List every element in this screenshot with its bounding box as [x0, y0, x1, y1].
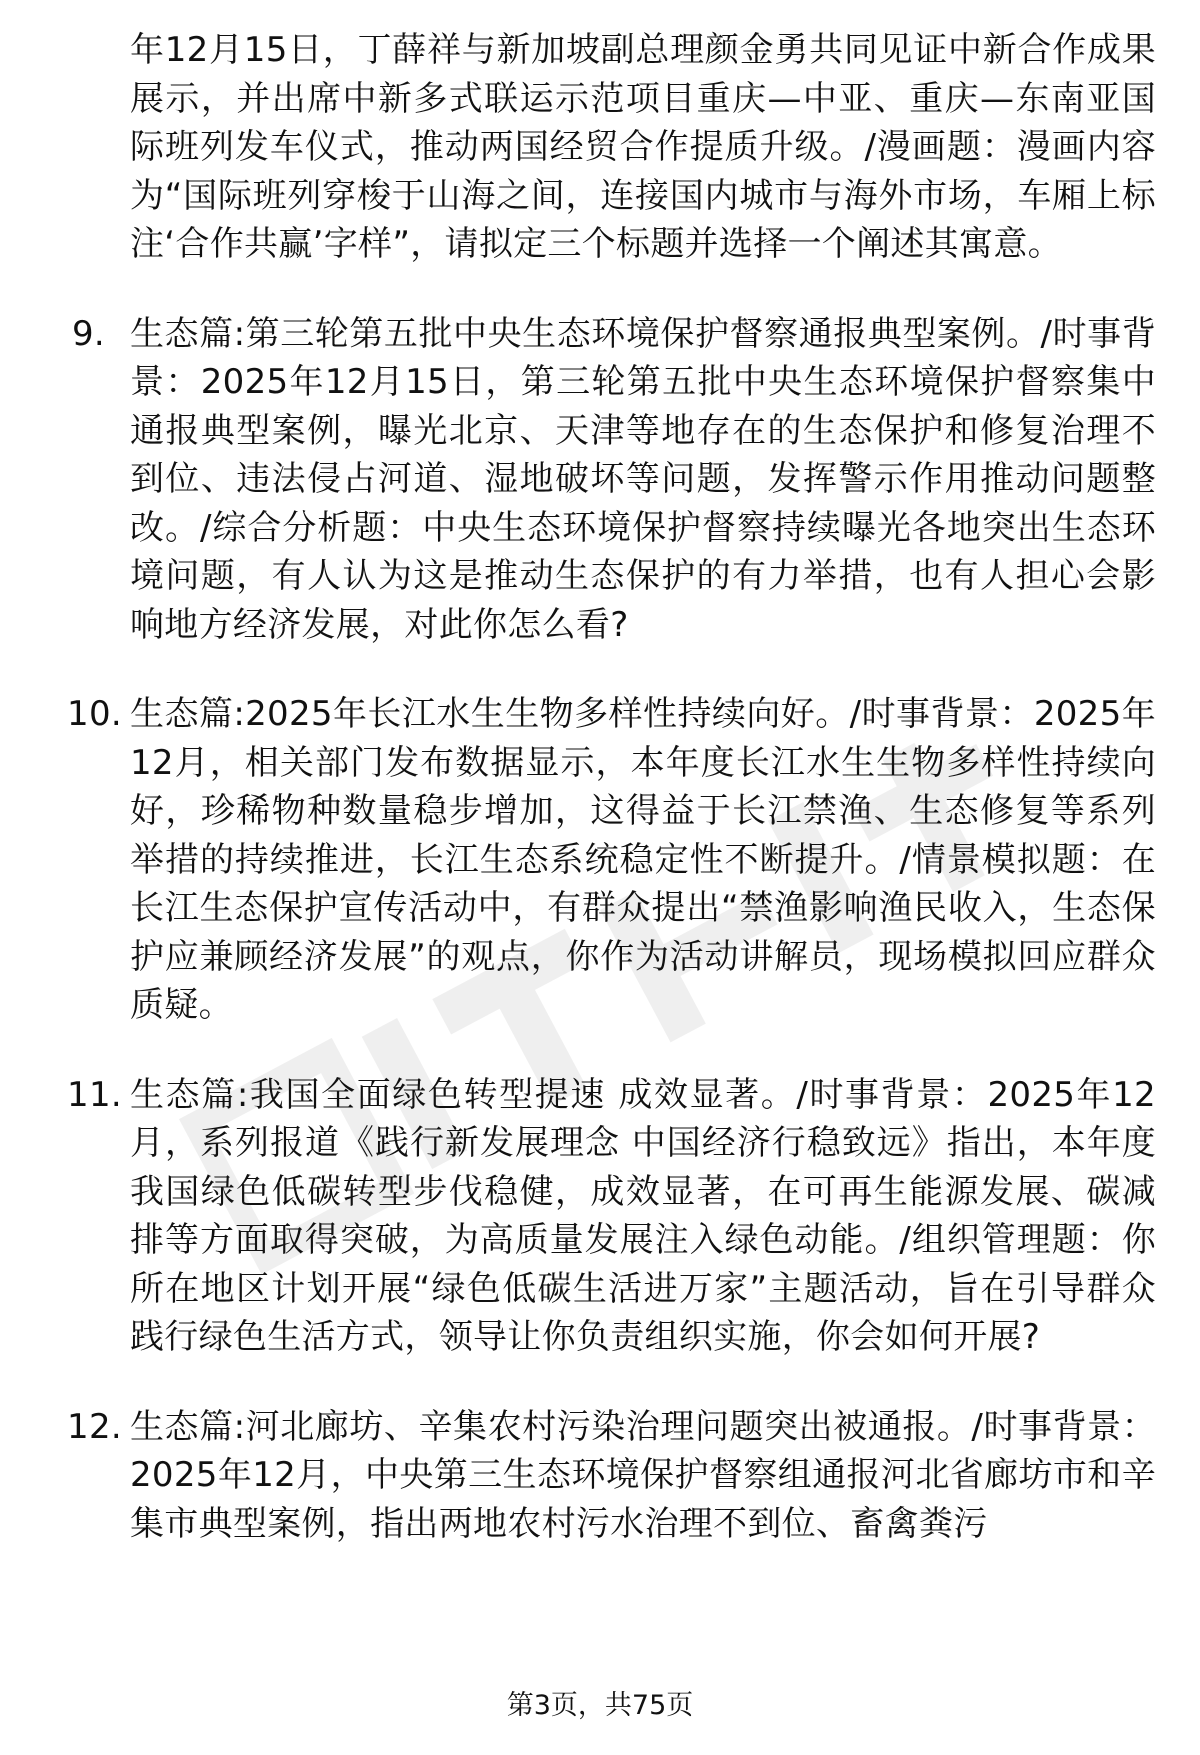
page-number-footer: 第3页，共75页 [506, 1690, 694, 1721]
list-item-number: 12. [67, 1406, 122, 1447]
document-body [56, 26, 1156, 1548]
list-item [56, 310, 1156, 650]
continuation-paragraph: 年12月15日，丁薛祥与新加坡副总理颜金勇共同见证中新合作成果展示，并出席中新多式联运示范项目重庆—中亚、重庆—东南亚国际班列发车仪式，推动两国经贸合作提质升级。/漫画题：漫画内容为“国际班列穿梭于山海之间，连接国内城市与海外市场，车厢上标注‘合作共赢’字样”，请拟定三个标题并选择一个阐述其寓意。 [130, 30, 1156, 264]
list-item [56, 690, 1156, 1030]
list-item [56, 1071, 1156, 1362]
list-item [56, 1403, 1156, 1549]
list-item-text: 生态篇:第三轮第五批中央生态环境保护督察通报典型案例。/时事背景：2025年12月15日，第三轮第五批中央生态环境保护督察集中通报典型案例，曝光北京、天津等地存在的生态保护和修复治理不到位、违法侵占河道、湿地破坏等问题，发挥警示作用推动问题整改。/综合分析题：中央生态环境保护督察持续曝光各地突出生态环境问题，有人认为这是推动生态保护的有力举措，也有人担心会影响地方经济发展，对此你怎么看? [130, 313, 1156, 645]
list-item-text: 生态篇:我国全面绿色转型提速 成效显著。/时事背景：2025年12月，系列报道《践行新发展理念 中国经济行稳致远》指出，本年度我国绿色低碳转型步伐稳健，成效显著，在可再生能源发展、碳减排等方面取得突破，为高质量发展注入绿色动能。/组织管理题：你所在地区计划开展“绿色低碳生活进万家”主题活动，旨在引导群众践行绿色生活方式，领导让你负责组织实施，你会如何开展? [130, 1074, 1156, 1357]
list-item-text: 生态篇:2025年长江水生生物多样性持续向好。/时事背景：2025年12月，相关部门发布数据显示，本年度长江水生生物多样性持续向好，珍稀物种数量稳步增加，这得益于长江禁渔、生态修复等系列举措的持续推进，长江生态系统稳定性不断提升。/情景模拟题：在长江生态保护宣传活动中，有群众提出“禁渔影响渔民收入，生态保护应兼顾经济发展”的观点，你作为活动讲解员，现场模拟回应群众质疑。 [130, 694, 1156, 1025]
list-item-number: 10. [67, 694, 122, 734]
list-item-number: 9. [72, 313, 106, 354]
list-item-number: 11. [67, 1074, 122, 1115]
list-item-text: 生态篇:河北廊坊、辛集农村污染治理问题突出被通报。/时事背景：2025年12月，中央第三生态环境保护督察组通报河北省廊坊市和辛集市典型案例，指出两地农村污水治理不到位、畜禽粪污 [130, 1406, 1156, 1544]
